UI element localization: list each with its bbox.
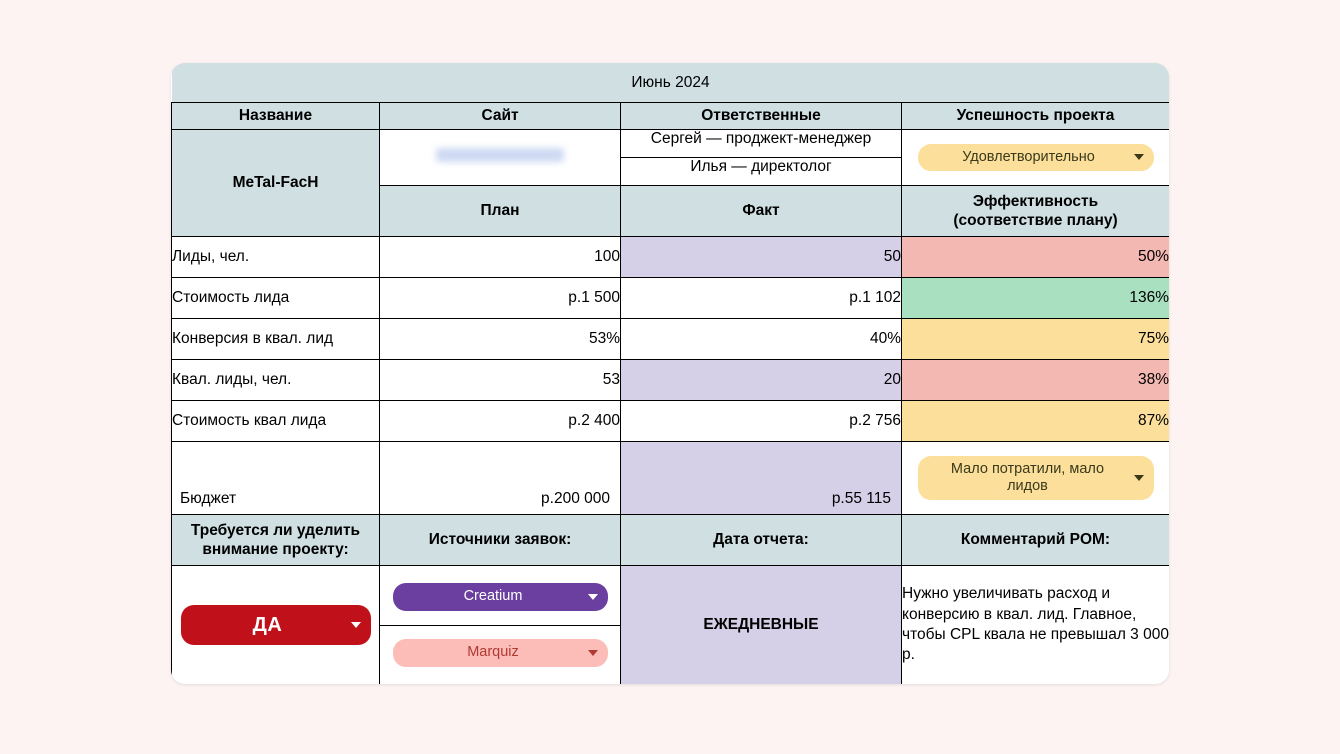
subheader-effectiveness-line2: (соответствие плану) [953,212,1118,229]
source-row[interactable] [380,626,620,681]
responsible-cell [621,130,902,186]
metric-label: Лиды, чел. [172,237,380,278]
responsible-item: Илья — директолог [690,158,832,175]
subheader-effectiveness-line1: Эффективность [972,192,1099,210]
table-row-budget [172,442,1170,515]
attention-cell[interactable] [172,566,380,685]
footer-header-report-date: Дата отчета: [621,515,902,566]
chevron-down-icon [588,650,598,656]
responsible-item: Сергей — проджект-менеджер [621,130,901,158]
report-title: Июнь 2024 [172,63,1170,103]
table-row [172,278,1170,319]
budget-status-label: Мало потратили, мало лидов [950,460,1105,494]
metric-fact: р.2 756 [621,401,902,442]
metric-plan: 53% [380,319,621,360]
report-card [171,63,1169,684]
budget-status-cell[interactable] [902,442,1170,515]
column-header-name: Название [172,103,380,130]
attention-dropdown[interactable] [181,605,371,645]
metric-label: Стоимость лида [172,278,380,319]
metric-plan: р.1 500 [380,278,621,319]
chevron-down-icon [588,594,598,600]
column-header-responsible: Ответственные [621,103,902,130]
metric-label: Стоимость квал лида [172,401,380,442]
footer-header-comment: Комментарий POM: [902,515,1170,566]
footer-header-attention [172,515,380,566]
column-header-success: Успешность проекта [902,103,1170,130]
report-date-value: ЕЖЕДНЕВНЫЕ [621,566,902,685]
subheader-plan: План [380,186,621,237]
metric-effectiveness: 136% [902,278,1170,319]
budget-plan: р.200 000 [380,442,621,515]
metric-plan: 53 [380,360,621,401]
metric-effectiveness: 38% [902,360,1170,401]
footer-header-sources: Источники заявок: [380,515,621,566]
source-dropdown-marquiz[interactable] [393,639,608,666]
sources-cell [380,566,621,685]
footer-header-attention-line1: Требуется ли уделить [190,521,361,539]
budget-status-dropdown[interactable] [918,456,1154,501]
table-row [172,237,1170,278]
footer-header-attention-line2: внимание проекту: [202,541,349,558]
chevron-down-icon [1134,154,1144,160]
chevron-down-icon [351,622,361,628]
metric-fact: 20 [621,360,902,401]
table-row-project [172,130,1170,186]
metric-plan: р.2 400 [380,401,621,442]
success-status-dropdown[interactable] [918,144,1154,171]
table-row [172,319,1170,360]
success-status-cell[interactable] [902,130,1170,186]
metric-fact: 50 [621,237,902,278]
table-row [172,360,1170,401]
comment-value: Нужно увеличивать расход и конверсию в квал. лид. Главное, чтобы CPL квала не превышал 3 000 р. [902,566,1170,685]
metric-label: Конверсия в квал. лид [172,319,380,360]
table-row-footer-header [172,515,1170,566]
source-label: Marquiz [467,644,519,661]
metric-plan: 100 [380,237,621,278]
metric-label: Квал. лиды, чел. [172,360,380,401]
metric-effectiveness: 50% [902,237,1170,278]
table-row-footer-values [172,566,1170,685]
subheader-fact: Факт [621,186,902,237]
source-row[interactable] [380,570,620,626]
project-name: MeTal-FacH [172,130,380,237]
report-table [171,63,1169,684]
table-row [172,401,1170,442]
metric-fact: р.1 102 [621,278,902,319]
chevron-down-icon [1134,475,1144,481]
metric-fact: 40% [621,319,902,360]
table-row-title [172,63,1170,103]
attention-label: ДА [252,614,283,636]
table-row-header [172,103,1170,130]
metric-effectiveness: 87% [902,401,1170,442]
budget-fact: р.55 115 [621,442,902,515]
column-header-site: Сайт [380,103,621,130]
subheader-effectiveness [902,186,1170,237]
site-value-blurred [436,148,564,162]
site-value-cell[interactable] [380,130,621,186]
source-dropdown-creatium[interactable] [393,583,608,610]
budget-label: Бюджет [172,442,380,515]
metric-effectiveness: 75% [902,319,1170,360]
success-status-label: Удовлетворительно [962,148,1095,165]
source-label: Creatium [463,588,523,605]
